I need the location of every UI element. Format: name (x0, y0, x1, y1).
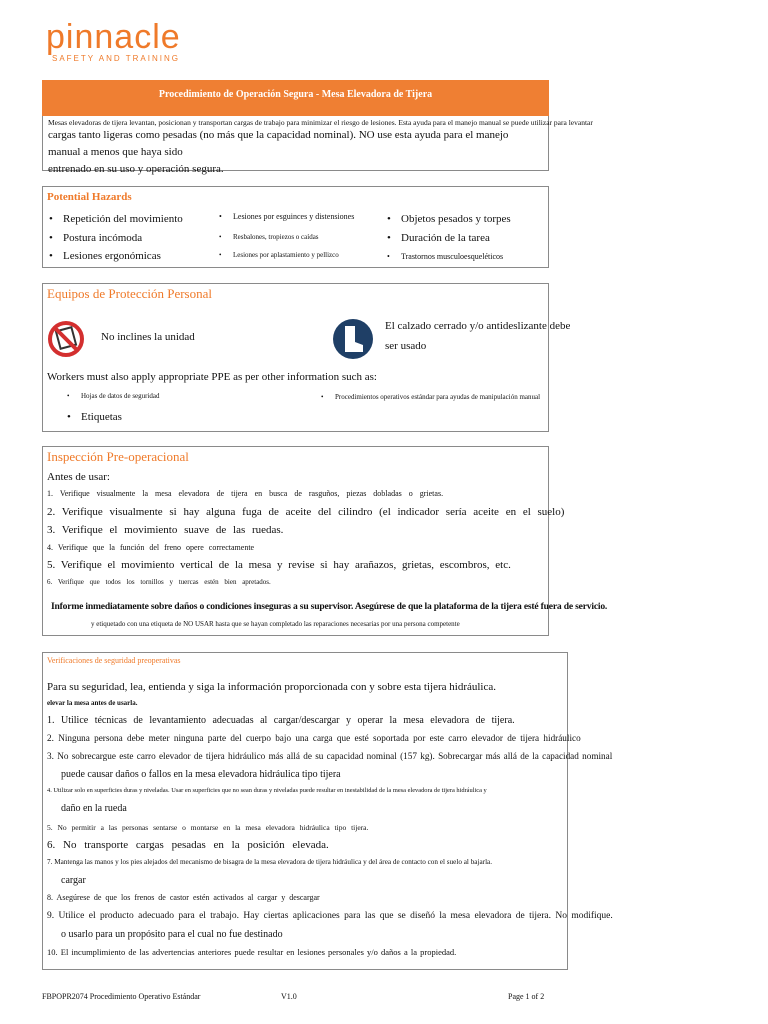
logo-tagline: SAFETY AND TRAINING (52, 54, 180, 63)
safety-line: 8. Asegúrese de que los frenos de castor estén activados al cargar y descargar (47, 893, 320, 902)
safety-line: 1. Utilice técnicas de levantamiento adecuadas al cargar/descargar y operar la mesa elevadora de tijera. (47, 715, 515, 726)
safety-line: 6. No transporte cargas pesadas en la posición elevada. (47, 839, 329, 851)
safety-sub: elevar la mesa antes de usarla. (47, 699, 138, 707)
document-title: Procedimiento de Operación Segura - Mesa Elevadora de Tijera (42, 80, 549, 116)
safety-line: o usarlo para un propósito para el cual no fue destinado (61, 929, 283, 940)
inspection-title: Inspección Pre-operacional (47, 449, 189, 464)
hazard-item: • Repetición del movimiento (63, 213, 183, 225)
ppe-list-item: • Hojas de datos de seguridad (81, 392, 160, 400)
ppe-item-footwear-line2: ser usado (385, 340, 427, 352)
intro-line-3: entrenado en su uso y operación segura. (48, 163, 224, 175)
hazards-box (42, 186, 549, 268)
safety-line: puede causar daños o fallos en la mesa elevadora hidráulica tipo tijera (61, 769, 341, 780)
ppe-list-item: • Etiquetas (81, 411, 122, 423)
inspection-item: 2. Verifique visualmente si hay alguna fuga de aceite del cilindro (el indicador sería aceite en el suelo) (47, 506, 565, 518)
hazard-item: • Lesiones ergonómicas (63, 250, 161, 262)
ppe-list-item: • Procedimientos operativos estándar para ayudas de manipulación manual (335, 393, 540, 401)
inspection-box (42, 446, 608, 636)
safety-line: 9. Utilice el producto adecuado para el trabajo. Hay ciertas aplicaciones para las que se diseñó la mesa elevadora de tijera. No modifique. (47, 911, 613, 921)
inspection-warning: Informe inmediatamente sobre daños o condiciones inseguras a su supervisor. Asegúrese de que la plataforma de la tijera esté fuera de servicio. (51, 601, 608, 612)
footer-page: Page 1 of 2 (508, 992, 545, 1001)
ppe-box (42, 283, 571, 432)
logo-wordmark: pinnacle (46, 18, 181, 56)
footer-doc-id: FBPOPR2074 Procedimiento Operativo Estándar (42, 992, 201, 1001)
hazard-item: • Trastornos musculoesqueléticos (401, 252, 503, 261)
ppe-also-text: Workers must also apply appropriate PPE as per other information such as: (47, 371, 377, 383)
safety-line: 7. Mantenga las manos y los pies alejados del mecanismo de bisagra de la mesa elevadora de tijera hidráulica y del área de contacto con el suelo al bajarla. (47, 858, 493, 866)
safety-line: cargar (61, 875, 86, 886)
inspection-item: 3. Verifique el movimiento suave de las ruedas. (47, 524, 284, 536)
inspection-item: 6. Verifique que todos los tornillos y tuercas estén bien apretados. (47, 578, 271, 586)
hazard-item: • Duración de la tarea (401, 232, 490, 244)
safety-intro: Para su seguridad, lea, entienda y siga la información proporcionada con y sobre esta tijera hidráulica. (47, 681, 497, 693)
safety-line: daño en la rueda (61, 803, 127, 814)
inspection-item: 1. Verifique visualmente la mesa elevadora de tijera en busca de rasguños, piezas dobladas o grietas. (47, 489, 444, 498)
inspection-item: 5. Verifique el movimiento vertical de la mesa y revise si hay arañazos, grietas, escombros, etc. (47, 559, 511, 571)
intro-line-1: Mesas elevadoras de tijera levantan, posicionan y transportan cargas de trabajo para minimizar el riesgo de lesiones. Esta ayuda para el manejo manual se puede utilizar para levantar (48, 118, 593, 127)
hazard-item: • Objetos pesados y torpes (401, 213, 511, 225)
hazards-title: Potential Hazards (47, 191, 132, 203)
safety-line: 4. Utilizar solo en superficies duras y niveladas. Usar en superficies que no sean duras y niveladas puede resultar en inestabilidad de la mesa elevadora de tijera hidráulica y (47, 787, 487, 794)
ppe-title: Equipos de Protección Personal (47, 286, 212, 301)
safety-line: 3. No sobrecargue este carro elevador de tijera hidráulico más allá de su capacidad nominal (157 kg). Sobrecargar más allá de la capacidad nominal (47, 751, 613, 761)
footwear-icon (332, 314, 374, 364)
inspection-before: Antes de usar: (47, 471, 110, 483)
hazard-item: • Postura incómoda (63, 232, 142, 244)
safety-title: Verificaciones de seguridad preoperativas (47, 656, 181, 665)
no-tilt-icon (47, 314, 85, 364)
hazard-item: • Resbalones, tropiezos o caídas (233, 233, 319, 241)
intro-line-2: cargas tanto ligeras como pesadas (no más que la capacidad nominal). NO use esta ayuda para el manejo manual a menos que haya sido (48, 129, 509, 158)
inspection-warning-2: y etiquetado con una etiqueta de NO USAR hasta que se hayan completado las reparaciones necesarias por una persona competente (91, 620, 460, 628)
hazard-item: • Lesiones por esguinces y distensiones (233, 212, 354, 221)
safety-line: 5. No permitir a las personas sentarse o montarse en la mesa elevadora hidráulica tipo tijera. (47, 823, 369, 832)
safety-box (42, 652, 613, 970)
ppe-item-no-tilt: No inclines la unidad (101, 331, 195, 343)
inspection-item: 4. Verifique que la función del freno opere correctamente (47, 543, 255, 552)
footer-version: V1.0 (281, 992, 297, 1001)
ppe-item-footwear-line1: El calzado cerrado y/o antideslizante debe (385, 320, 571, 332)
pinnacle-logo (46, 20, 206, 66)
safety-line: 2. Ninguna persona debe meter ninguna parte del cuerpo bajo una carga que esté soportada por este carro elevador de tijera hidráulico (47, 733, 581, 743)
intro-box (42, 116, 593, 175)
hazard-item: • Lesiones por aplastamiento y pellizco (233, 251, 339, 259)
safety-line: 10. El incumplimiento de las advertencias anteriores puede resultar en lesiones personales y/o daños a la propiedad. (47, 947, 457, 957)
